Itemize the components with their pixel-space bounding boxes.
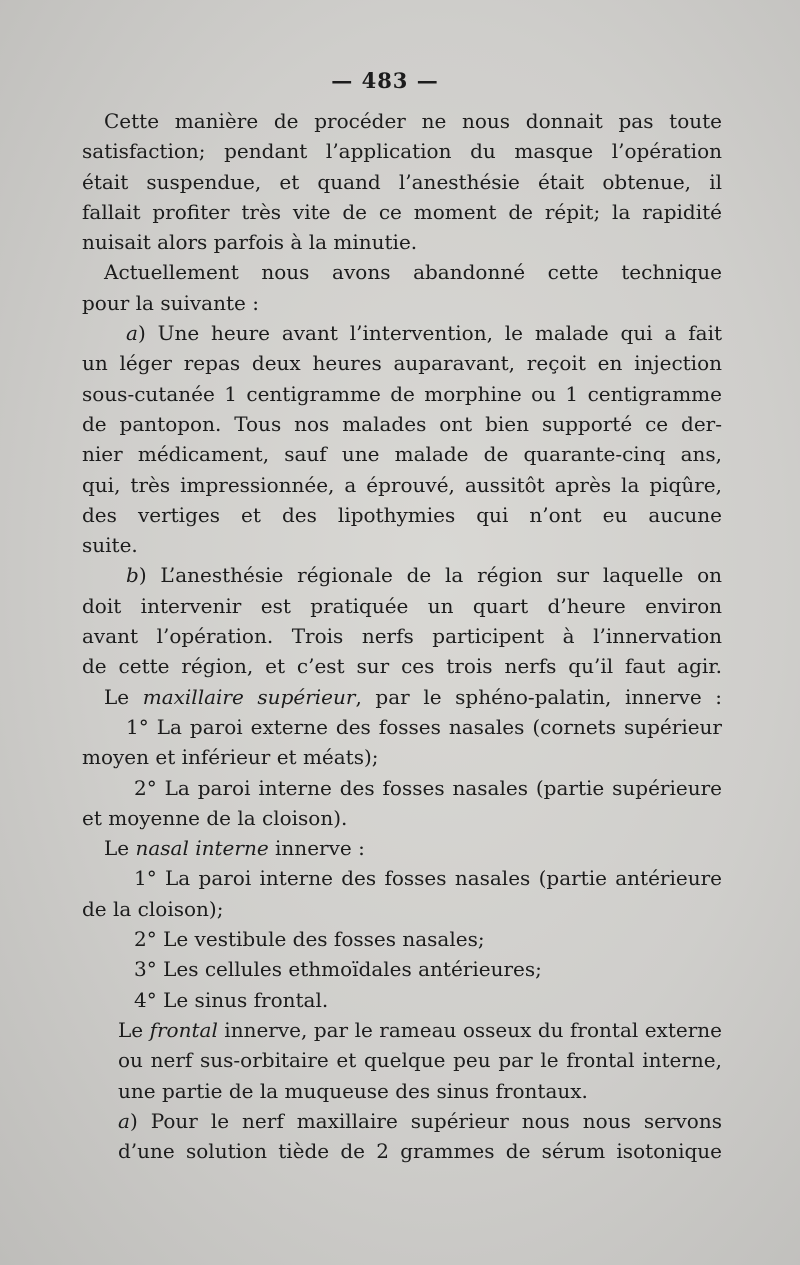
- text-line: des vertiges et des lipothymies qui n’ont eu aucune: [82, 502, 722, 527]
- text-line: de pantopon. Tous nos malades ont bien supporté ce der-: [82, 411, 722, 436]
- text-line: une partie de la muqueuse des sinus frontaux.: [118, 1078, 588, 1103]
- text-line: nier médicament, sauf une malade de quarante-cinq ans,: [82, 442, 722, 467]
- text-line: 1° La paroi interne des fosses nasales (partie antérieure: [134, 866, 722, 891]
- body-text: [82, 106, 722, 1166]
- text-line: Le nasal interne innerve :: [104, 836, 365, 861]
- text-line: 2° La paroi interne des fosses nasales (partie supérieure: [134, 775, 722, 800]
- text-line: 2° Le vestibule des fosses nasales;: [134, 927, 485, 952]
- text-line: sous-cutanée 1 centigramme de morphine ou 1 centigramme: [82, 381, 722, 406]
- text-line: a) Pour le nerf maxillaire supérieur nous nous servons: [118, 1108, 722, 1133]
- text-line: pour la suivante :: [82, 290, 259, 315]
- text-line: fallait profiter très vite de ce moment de répit; la rapidité: [82, 199, 722, 224]
- text-line: avant l’opération. Trois nerfs participent à l’innervation: [82, 624, 722, 649]
- text-line: de la cloison);: [82, 896, 224, 921]
- text-line: b) L’anesthésie régionale de la région sur laquelle on: [126, 563, 722, 588]
- text-line: 3° Les cellules ethmoïdales antérieures;: [134, 957, 542, 982]
- text-line: nuisait alors parfois à la minutie.: [82, 230, 418, 255]
- text-line: qui, très impressionnée, a éprouvé, aussitôt après la piqûre,: [82, 472, 722, 497]
- text-line: Le maxillaire supérieur, par le sphéno-palatin, innerve :: [104, 684, 722, 709]
- text-line: Cette manière de procéder ne nous donnait pas toute: [104, 109, 722, 133]
- text-line: 4° Le sinus frontal.: [134, 987, 329, 1012]
- text-line: de cette région, et c’est sur ces trois nerfs qu’il faut agir.: [82, 654, 722, 679]
- text-line: 1° La paroi externe des fosses nasales (cornets supérieur: [126, 714, 722, 739]
- text-line: d’une solution tiède de 2 grammes de sérum isotonique: [118, 1139, 722, 1164]
- text-line: suite.: [82, 533, 138, 558]
- text-line: a) Une heure avant l’intervention, le malade qui a fait: [126, 321, 722, 346]
- text-line: un léger repas deux heures auparavant, reçoit en injection: [82, 351, 722, 376]
- text-line: doit intervenir est pratiquée un quart d’heure environ: [82, 593, 722, 618]
- text-line: Le frontal innerve, par le rameau osseux du frontal externe: [118, 1017, 722, 1042]
- text-line: et moyenne de la cloison).: [82, 805, 348, 830]
- text-line: ou nerf sus-orbitaire et quelque peu par le frontal interne,: [118, 1048, 722, 1073]
- text-line: satisfaction; pendant l’application du masque l’opération: [82, 139, 722, 164]
- text-line: moyen et inférieur et méats);: [82, 745, 379, 770]
- page-number: — 483 —: [331, 68, 439, 93]
- text-line: était suspendue, et quand l’anesthésie était obtenue, il: [82, 169, 722, 194]
- text-line: Actuellement nous avons abandonné cette technique: [104, 260, 722, 285]
